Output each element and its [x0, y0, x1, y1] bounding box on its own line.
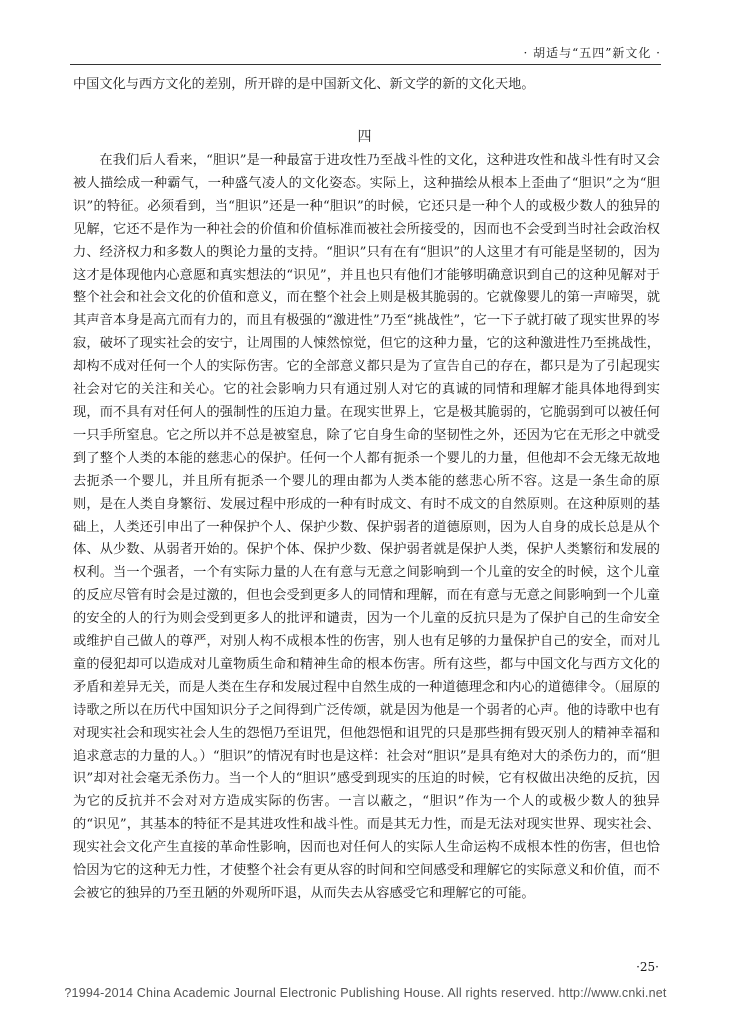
copyright-footer: ?1994-2014 China Academic Journal Electronic Publishing House. All rights reserved. http://www.cnki.net — [64, 986, 667, 1000]
running-header: · 胡适与“五四”新文化 · — [523, 46, 661, 60]
section-number: 四 — [357, 129, 374, 145]
body-paragraph: 在我们后人看来，“胆识”是一种最富于进攻性乃至战斗性的文化，这种进攻性和战斗性有时又会被人描绘成一种霸气，一种盛气凌人的文化姿态。实际上，这种描绘从根本上歪曲了“胆识”之为“胆识”的特征。必须看到，当“胆识”还是一种“胆识”的时候，它还只是一种个人的或极少数人的独异的见解，它还不是作为一种社会的价值和价值标准而被社会所接受的，因而也不会受到当时社会政治权力、经济权力和多数人的舆论力量的支持。“胆识”只有在有“胆识”的人这里才有可能是坚韧的，因为这才是体现他内心意愿和真实想法的“识见”，并且也只有他们才能够明确意识到自己的这种见解对于整个社会和社会文化的价值和意义，而在整个社会上则是极其脆弱的。它就像婴儿的第一声啼哭，就其声音本身是高亢而有力的，而且有极强的“激进性”乃至“挑战性”，它一下子就打破了现实世界的岑寂，破坏了现实社会的安宁，让周围的人悚然惊觉，但它的这种力量，它的这种激进性乃至挑战性，却构不成对任何一个人的实际伤害。它的全部意义都只是为了宣告自己的存在，都只是为了引起现实社会对它的关注和关心。它的社会影响力只有通过别人对它的真诚的同情和理解才能具体地得到实现，而不具有对任何人的强制性的压迫力量。在现实世界上，它是极其脆弱的，它脆弱到可以被任何一只手所窒息。它之所以并不总是被窒息，除了它自身生命的坚韧性之外，还因为它在无形之中就受到了整个人类的本能的慈悲心的保护。任何一个人都有扼杀一个婴儿的力量，但他却不会无缘无故地去扼杀一个婴儿，并且所有扼杀一个婴儿的理由都为人类本能的慈悲心所不容。这是一条生命的原则，是在人类自身繁衍、发展过程中形成的一种有时成文、有时不成文的自然原则。在这种原则的基础上，人类还引申出了一种保护个人、保护少数、保护弱者的道德原则，因为人自身的成长总是从个体、从少数、从弱者开始的。保护个体、保护少数、保护弱者就是保护人类，保护人类繁衍和发展的权利。当一个强者，一个有实际力量的人在有意与无意之间影响到一个儿童的安全的时候，这个儿童的反应尽管有时会是过激的，但也会受到更多人的同情和理解，而在有意与无意之间影响到一个儿童的安全的人的行为则会受到更多人的批评和谴责，因为一个儿童的反抗只是为了保护自己的生命安全或维护自己做人的尊严，对别人构不成根本性的伤害，别人也有足够的力量保护自己的安全，而对儿童的侵犯却可以造成对儿童物质生命和精神生命的根本伤害。所有这些，都与中国文化与西方文化的矛盾和差异无关，而是人类在生存和发展过程中自然生成的一种道德理念和内心的道德律令。（屈原的诗歌之所以在历代中国知识分子之间得到广泛传颂，就是因为他是一个弱者的心声。他的诗歌中也有对现实社会和现实社会人生的怨悒乃至诅咒，但他怨悒和诅咒的只是那些拥有毁灭别人的精神幸福和追求意志的力量的人。）“胆识”的情况有时也是这样：社会对“胆识”是具有绝对大的杀伤力的，而“胆识”却对社会毫无杀伤力。当一个人的“胆识”感受到现实的压迫的时候，它有权做出决绝的反抗，因为它的反抗并不会对对方造成实际的伤害。一言以蔽之，“胆识”作为一个人的或极少数人的独异的“识见”，其基本的特征不是其进攻性和战斗性。而是其无力性，而是无法对现实世界、现实社会、现实社会文化产生直接的革命性影响，因而也对任何人的实际人生命运构不成根本性的伤害，但也恰恰因为它的这种无力性，才使整个社会有更从容的时间和空间感受和理解它的实际意义和价值，而不会被它的独异的乃至丑陋的外观所吓退，从而失去从容感受它和理解它的可能。 — [73, 153, 660, 901]
page-number: ·25· — [636, 960, 659, 974]
header-rule — [70, 64, 661, 65]
continuation-paragraph: 中国文化与西方文化的差别，所开辟的是中国新文化、新文学的新的文化天地。 — [73, 77, 535, 92]
